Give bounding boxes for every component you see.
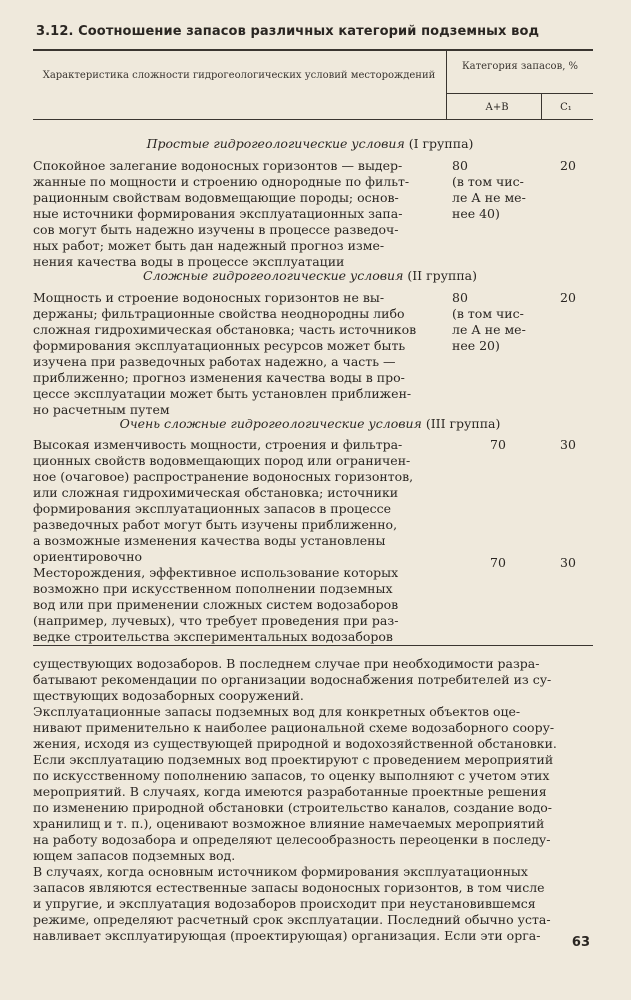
text-line: нее 40) xyxy=(452,206,500,221)
text-line: режиме, определяют расчетный срок эксплуатации. Последний обычно уста- xyxy=(33,912,551,927)
text-line: 70 xyxy=(490,437,506,452)
text-line: изучена при разведочных работах надежно, а часть — xyxy=(33,354,396,369)
header-vertical-divider xyxy=(446,49,447,119)
text-line: а возможные изменения качества воды установлены xyxy=(33,533,386,548)
text-line: но расчетным путем xyxy=(33,402,170,417)
table-bottom-rule xyxy=(33,645,593,646)
text-line: Мощность и строение водоносных горизонтов не вы- xyxy=(33,290,385,305)
text-line: жанные по мощности и строению однородные по фильт- xyxy=(33,174,410,189)
text-line: формирования эксплуатационных запасов в процессе xyxy=(33,501,391,516)
text-line: сов могут быть надежно изучены в процессе разведоч- xyxy=(33,222,399,237)
text-line: ных работ; может быть дан надежный прогноз изме- xyxy=(33,238,385,253)
text-line: запасов являются естественные запасы водоносных горизонтов, в том числе xyxy=(33,880,545,895)
group-heading-3 xyxy=(30,416,590,431)
text-line: ные источники формирования эксплуатационных запа- xyxy=(33,206,403,221)
table-row-text xyxy=(33,158,441,270)
header-characteristic: Характеристика сложности гидрогеологических условий месторождений xyxy=(42,70,436,81)
text-line: ле А не ме- xyxy=(452,322,526,337)
text-line: 70 xyxy=(490,555,506,570)
table-cell-c1: 30 xyxy=(560,555,576,570)
table-cell-ab xyxy=(452,158,540,222)
text-line: (в том чис- xyxy=(452,306,524,321)
text-line: ведке строительства экспериментальных водозаборов xyxy=(33,629,393,644)
text-line: жения, исходя из существующей природной и водохозяйственной обстановки. xyxy=(33,736,557,751)
group-heading-1 xyxy=(30,136,590,151)
text-line: возможно при искусственном пополнении подземных xyxy=(33,581,393,596)
text-line: Спокойное залегание водоносных горизонтов — выдер- xyxy=(33,158,403,173)
text-line: Месторождения, эффективное использование которых xyxy=(33,565,399,580)
text-line: нения качества воды в процессе эксплуатации xyxy=(33,254,345,269)
text-line: на работу водозабора и определяют целесообразность переоценки в последу- xyxy=(33,832,551,847)
text-line: В случаях, когда основным источником формирования эксплуатационных xyxy=(33,864,528,879)
text-line: навливает эксплуатирующая (проектирующая) организация. Если эти орга- xyxy=(33,928,541,943)
text-line: разведочных работ могут быть изучены приближенно, xyxy=(33,517,398,532)
text-line: сложная гидрохимическая обстановка; часть источников xyxy=(33,322,417,337)
header-col-ab: А+В xyxy=(485,102,509,113)
body-text xyxy=(33,656,593,944)
text-line: (в том чис- xyxy=(452,174,524,189)
text-line: 80 xyxy=(452,290,468,305)
table-cell-ab xyxy=(452,290,540,354)
text-line: нее 20) xyxy=(452,338,500,353)
text-line: батывают рекомендации по организации водоснабжения потребителей из су- xyxy=(33,672,552,687)
text-line: и упругие, и эксплуатация водозаборов происходит при неустановившемся xyxy=(33,896,536,911)
text-line: формирования эксплуатационных ресурсов может быть xyxy=(33,338,406,353)
table-row-text xyxy=(33,437,441,565)
table-top-rule xyxy=(33,49,593,51)
page-number: 63 xyxy=(571,935,590,950)
text-line: ционных свойств водовмещающих пород или ограничен- xyxy=(33,453,411,468)
text-line: вод или при применении сложных систем водозаборов xyxy=(33,597,399,612)
text-line: ле А не ме- xyxy=(452,190,526,205)
text-line: ществующих водозаборных сооружений. xyxy=(33,688,304,703)
text-line: рационным свойствам водовмещающие породы; основ- xyxy=(33,190,399,205)
text-line: (например, лучевых), что требует проведения при раз- xyxy=(33,613,399,628)
text-line: ющем запасов подземных вод. xyxy=(33,848,236,863)
text-line: 80 xyxy=(452,158,468,173)
text-line: существующих водозаборов. В последнем случае при необходимости разра- xyxy=(33,656,540,671)
table-row-text xyxy=(33,565,441,645)
group-heading-plain: (I группа) xyxy=(408,136,474,151)
table-cell-c1: 20 xyxy=(560,290,576,305)
text-line: мероприятий. В случаях, когда имеются разработанные проектные решения xyxy=(33,784,547,799)
text-line: ориентировочно xyxy=(33,549,143,564)
group-heading-plain: (III группа) xyxy=(425,416,501,431)
text-line: ное (очаговое) распространение водоносных горизонтов, xyxy=(33,469,414,484)
table-title: 3.12. Соотношение запасов различных категорий подземных вод xyxy=(36,24,540,39)
text-line: нивают применительно к наиболее рациональной схеме водозаборного соору- xyxy=(33,720,555,735)
text-line: цессе эксплуатации может быть установлен приближен- xyxy=(33,386,412,401)
table-cell-c1: 20 xyxy=(560,158,576,173)
group-heading-plain: (II группа) xyxy=(407,268,477,283)
table-cell-c1: 30 xyxy=(560,437,576,452)
text-line: по изменению природной обстановки (строительство каналов, создание водо- xyxy=(33,800,553,815)
text-line: приближенно; прогноз изменения качества воды в про- xyxy=(33,370,405,385)
table-row-text xyxy=(33,290,441,418)
group-heading-italic: Сложные гидрогеологические условия xyxy=(143,268,404,283)
category-underline xyxy=(446,93,593,94)
header-category: Категория запасов, % xyxy=(461,61,579,72)
group-heading-italic: Простые гидрогеологические условия xyxy=(146,136,405,151)
text-line: Эксплуатационные запасы подземных вод для конкретных объектов оце- xyxy=(33,704,521,719)
header-bottom-rule xyxy=(33,119,593,120)
text-line: по искусственному пополнению запасов, то оценку выполняют с учетом этих xyxy=(33,768,550,783)
text-line: хранилищ и т. п.), оценивают возможное влияние намечаемых мероприятий xyxy=(33,816,545,831)
text-line: или сложная гидрохимическая обстановка; источники xyxy=(33,485,399,500)
group-heading-italic: Очень сложные гидрогеологические условия xyxy=(119,416,422,431)
text-line: Если эксплуатацию подземных вод проектируют с проведением мероприятий xyxy=(33,752,554,767)
group-heading-2 xyxy=(30,268,590,283)
text-line: Высокая изменчивость мощности, строения и фильтра- xyxy=(33,437,403,452)
header-col-c1: C₁ xyxy=(560,102,572,113)
text-line: держаны; фильтрационные свойства неоднородны либо xyxy=(33,306,405,321)
